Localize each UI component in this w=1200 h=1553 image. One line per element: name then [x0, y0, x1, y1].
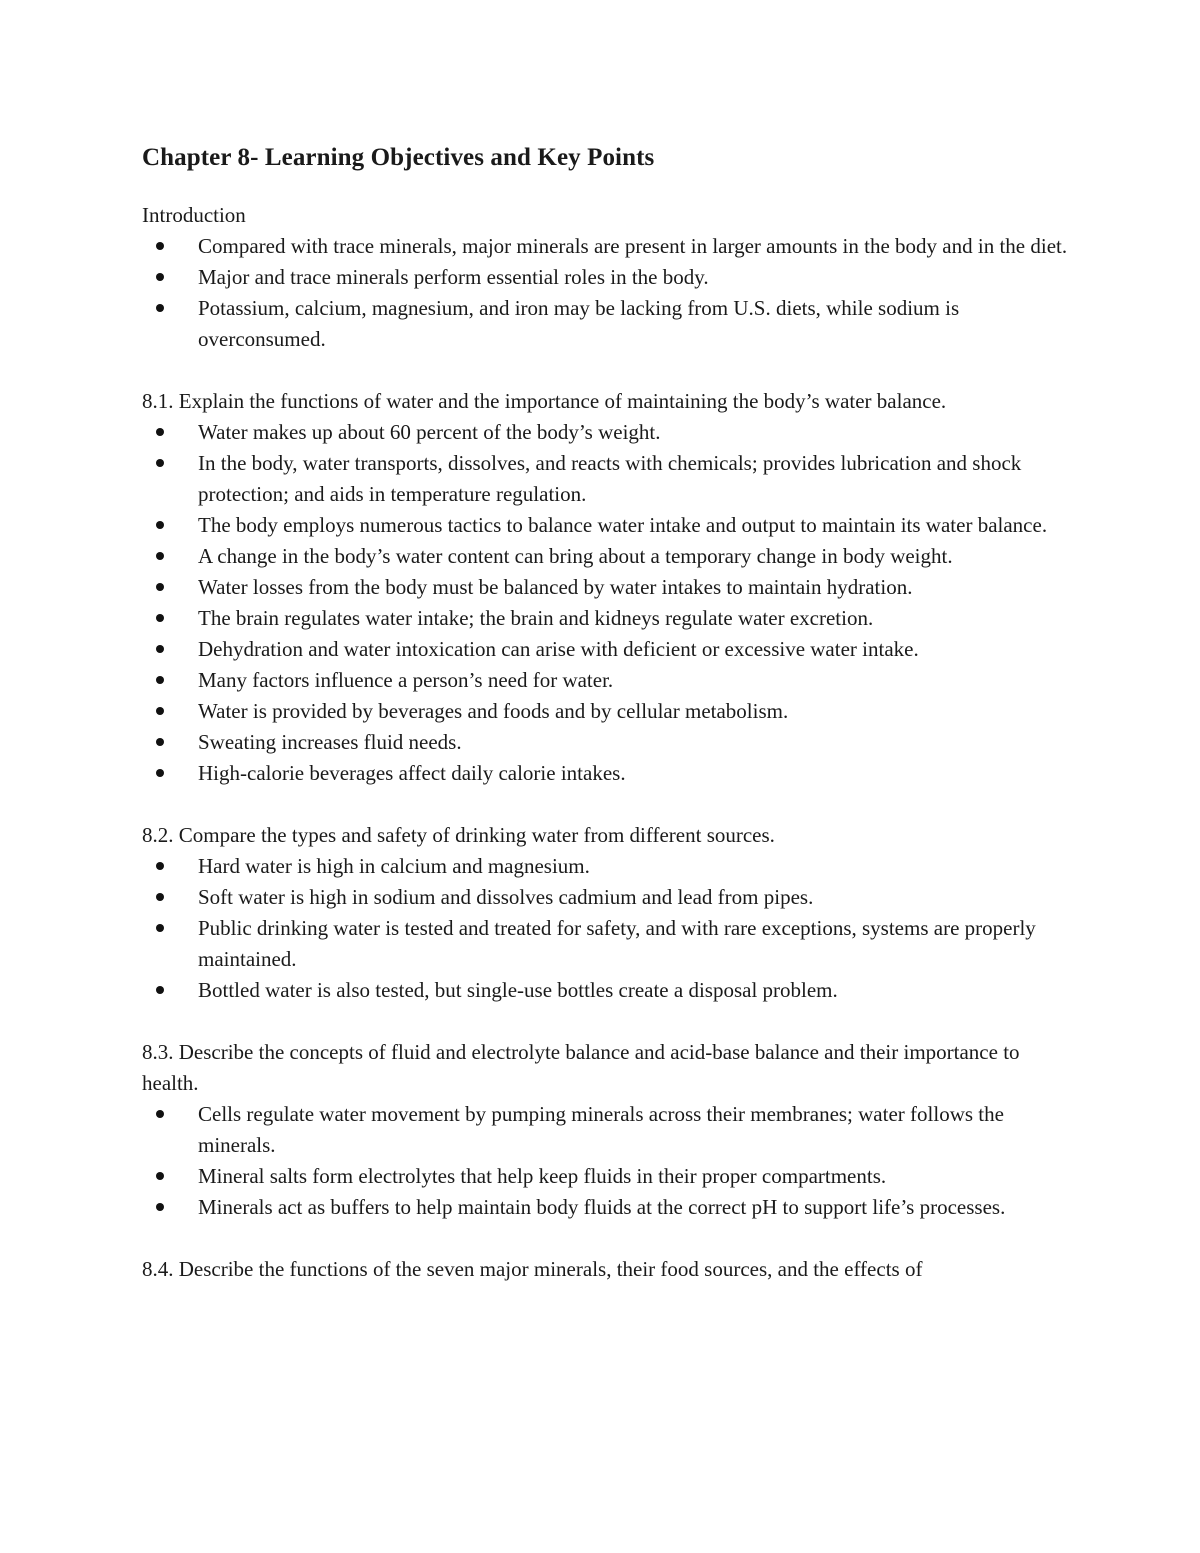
bullet-icon [156, 1172, 164, 1180]
list-item [142, 975, 1072, 1006]
list-item-text: Bottled water is also tested, but single-use bottles create a disposal problem. [198, 978, 838, 1002]
list-item [142, 696, 1072, 727]
list-item-text: The brain regulates water intake; the brain and kidneys regulate water excretion. [198, 606, 874, 630]
section-heading: 8.3. Describe the concepts of fluid and electrolyte balance and acid-base balance and their importance to health. [142, 1040, 1020, 1095]
list-item-text: Hard water is high in calcium and magnesium. [198, 854, 590, 878]
bullet-icon [156, 428, 164, 436]
bullet-icon [156, 893, 164, 901]
bullet-list [142, 1099, 1072, 1223]
bullet-icon [156, 1110, 164, 1118]
list-item [142, 851, 1072, 882]
bullet-list [142, 851, 1072, 1006]
bullet-icon [156, 521, 164, 529]
bullet-icon [156, 862, 164, 870]
list-item [142, 1099, 1072, 1161]
section-8-1 [142, 386, 1072, 789]
list-item [142, 572, 1072, 603]
bullet-icon [156, 645, 164, 653]
bullet-icon [156, 614, 164, 622]
bullet-icon [156, 924, 164, 932]
bullet-icon [156, 1203, 164, 1211]
section-8-4 [142, 1254, 1072, 1285]
bullet-list [142, 417, 1072, 789]
list-item-text: Dehydration and water intoxication can arise with deficient or excessive water intake. [198, 637, 919, 661]
list-item [142, 293, 1072, 355]
list-item-text: Minerals act as buffers to help maintain body fluids at the correct pH to support life’s processes. [198, 1195, 1006, 1219]
section-heading: 8.4. Describe the functions of the seven major minerals, their food sources, and the effects of [142, 1257, 923, 1281]
section-8-3 [142, 1037, 1072, 1223]
bullet-icon [156, 986, 164, 994]
list-item-text: Soft water is high in sodium and dissolves cadmium and lead from pipes. [198, 885, 814, 909]
bullet-list [142, 231, 1072, 355]
list-item-text: High-calorie beverages affect daily calorie intakes. [198, 761, 626, 785]
bullet-icon [156, 242, 164, 250]
list-item-text: Public drinking water is tested and treated for safety, and with rare exceptions, systems are properly maintained. [198, 916, 1036, 971]
bullet-icon [156, 676, 164, 684]
list-item-text: Cells regulate water movement by pumping minerals across their membranes; water follows the minerals. [198, 1102, 1004, 1157]
list-item [142, 231, 1072, 262]
list-item-text: A change in the body’s water content can bring about a temporary change in body weight. [198, 544, 953, 568]
section-heading: 8.1. Explain the functions of water and the importance of maintaining the body’s water balance. [142, 389, 947, 413]
list-item-text: Water is provided by beverages and foods and by cellular metabolism. [198, 699, 789, 723]
list-item-text: The body employs numerous tactics to balance water intake and output to maintain its water balance. [198, 513, 1048, 537]
list-item [142, 510, 1072, 541]
list-item-text: Sweating increases fluid needs. [198, 730, 462, 754]
list-item [142, 448, 1072, 510]
list-item-text: Major and trace minerals perform essential roles in the body. [198, 265, 709, 289]
section-8-2 [142, 820, 1072, 1006]
document-title: Chapter 8- Learning Objectives and Key Points [142, 144, 655, 171]
list-item [142, 1192, 1072, 1223]
list-item [142, 758, 1072, 789]
section-heading: 8.2. Compare the types and safety of drinking water from different sources. [142, 823, 775, 847]
bullet-icon [156, 583, 164, 591]
list-item-text: In the body, water transports, dissolves, and reacts with chemicals; provides lubrication and shock protection; and aids in temperature regulation. [198, 451, 1022, 506]
list-item-text: Many factors influence a person’s need for water. [198, 668, 614, 692]
bullet-icon [156, 707, 164, 715]
list-item [142, 665, 1072, 696]
list-item [142, 541, 1072, 572]
list-item-text: Water losses from the body must be balanced by water intakes to maintain hydration. [198, 575, 913, 599]
list-item [142, 634, 1072, 665]
list-item [142, 417, 1072, 448]
list-item [142, 727, 1072, 758]
list-item [142, 603, 1072, 634]
document-page [142, 138, 1072, 1316]
bullet-icon [156, 273, 164, 281]
bullet-icon [156, 769, 164, 777]
section-introduction [142, 200, 1072, 355]
section-heading: Introduction [142, 203, 246, 227]
bullet-icon [156, 738, 164, 746]
list-item [142, 262, 1072, 293]
list-item-text: Mineral salts form electrolytes that help keep fluids in their proper compartments. [198, 1164, 887, 1188]
list-item [142, 913, 1072, 975]
list-item-text: Compared with trace minerals, major minerals are present in larger amounts in the body and in the diet. [198, 234, 1068, 258]
list-item-text: Potassium, calcium, magnesium, and iron may be lacking from U.S. diets, while sodium is overconsumed. [198, 296, 960, 351]
list-item-text: Water makes up about 60 percent of the body’s weight. [198, 420, 661, 444]
list-item [142, 882, 1072, 913]
bullet-icon [156, 552, 164, 560]
list-item [142, 1161, 1072, 1192]
bullet-icon [156, 304, 164, 312]
bullet-icon [156, 459, 164, 467]
